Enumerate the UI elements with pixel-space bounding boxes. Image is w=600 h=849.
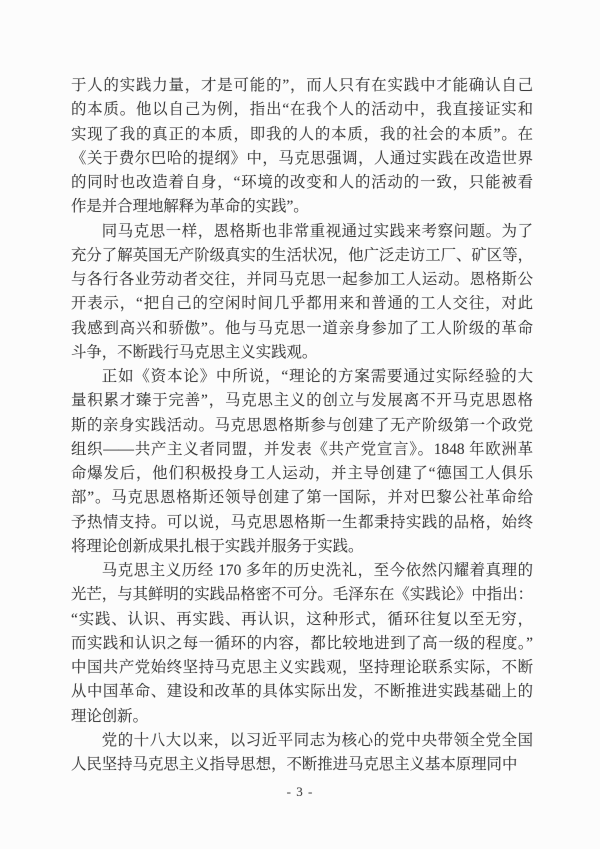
- text-line: 我感到高兴和骄傲”。他与马克思一道亲身参加了工人阶级的革命: [71, 319, 533, 337]
- text-line: 人民坚持马克思主义指导思想，不断推进马克思主义基本原理同中: [71, 756, 518, 773]
- text-line: 于人的实践力量，才是可能的”，而人只有在实践中才能确认自己: [71, 77, 533, 94]
- text-line: 斯的亲身实践活动。马克思恩格斯参与创建了无产阶级第一个政党: [71, 416, 533, 434]
- text-line: 的本质。他以自己为例，指出“在我个人的活动中，我直接证实和: [71, 101, 533, 119]
- text-line: 充分了解英国无产阶级真实的生活状况，他广泛走访工厂、矿区等，: [71, 246, 533, 264]
- text-line: “实践、认识、再实践、再认识，这种形式，循环往复以至无穷，: [71, 610, 533, 628]
- text-line: 理论创新。: [71, 707, 148, 725]
- paragraph: [71, 74, 533, 220]
- text-line: 组织——共产主义者同盟，并发表《共产党宣言》。1848 年欧洲革: [71, 440, 533, 458]
- text-line: 命爆发后，他们积极投身工人运动，并主导创建了“德国工人俱乐: [71, 465, 533, 482]
- text-line: 开表示，“把自己的空闲时间几乎都用来和普通的工人交往，对此: [71, 295, 533, 313]
- text-line: 部”。马克思恩格斯还领导创建了第一国际，并对巴黎公社革命给: [71, 489, 533, 507]
- text-line: 将理论创新成果扎根于实践并服务于实践。: [71, 537, 364, 555]
- paragraph: [71, 365, 533, 559]
- text-line: 从中国革命、建设和改革的具体实际出发，不断推进实践基础上的: [71, 683, 533, 701]
- page-number: - 3 -: [286, 784, 314, 799]
- paragraph: [71, 220, 533, 366]
- text-line: 与各行各业劳动者交往，并同马克思一起参加工人运动。恩格斯公: [71, 271, 533, 288]
- text-line: 斗争，不断践行马克思主义实践观。: [71, 343, 318, 361]
- text-line: 正如《资本论》中所说，“理论的方案需要通过实际经验的大: [101, 368, 533, 385]
- text-line: 作是并合理地解释为革命的实践”。: [71, 198, 309, 216]
- text-line: 中国共产党始终坚持马克思主义实践观，坚持理论联系实际，不断: [71, 659, 533, 676]
- paragraph: [71, 729, 533, 778]
- text-line: 的同时也改造着自身，“环境的改变和人的活动的一致，只能被看: [71, 174, 533, 191]
- text-line: 同马克思一样，恩格斯也非常重视通过实践来考察问题。为了: [101, 222, 533, 240]
- document-text-body: [71, 74, 533, 777]
- text-line: 《关于费尔巴哈的提纲》中，马克思强调，人通过实践在改造世界: [71, 149, 533, 167]
- text-line: 予热情支持。可以说，马克思恩格斯一生都秉持实践的品格，始终: [71, 513, 533, 531]
- text-line: 而实践和认识之每一循环的内容，都比较地进到了高一级的程度。”: [71, 634, 533, 652]
- paragraph: [71, 559, 533, 729]
- text-line: 量积累才臻于完善”，马克思主义的创立与发展离不开马克思恩格: [71, 392, 533, 410]
- text-line: 实现了我的真正的本质，即我的人的本质，我的社会的本质”。在: [71, 125, 533, 143]
- text-line: 党的十八大以来，以习近平同志为核心的党中央带领全党全国: [101, 731, 533, 749]
- text-line: 马克思主义历经 170 多年的历史洗礼，至今依然闪耀着真理的: [101, 562, 533, 579]
- text-line: 光芒，与其鲜明的实践品格密不可分。毛泽东在《实践论》中指出：: [71, 586, 533, 604]
